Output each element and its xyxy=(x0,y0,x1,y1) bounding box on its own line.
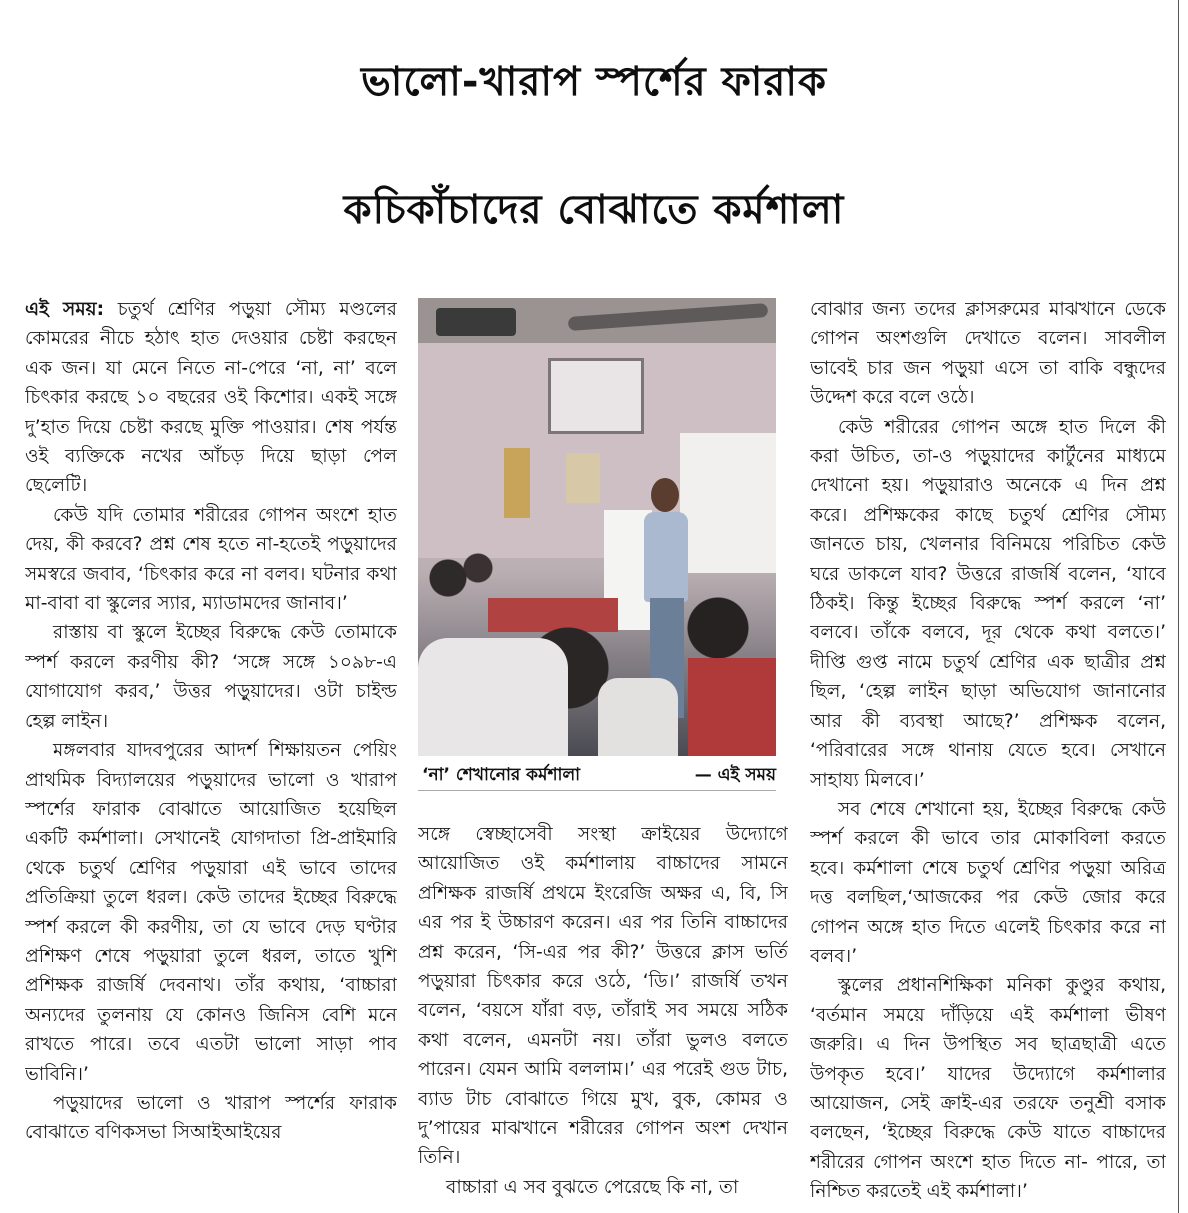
column-1 xyxy=(25,295,397,1213)
photo-caption xyxy=(418,760,776,791)
paragraph: পড়ুয়াদের ভালো ও খারাপ স্পর্শের ফারাক বোঝাতে বণিকসভা সিআইআইয়ের xyxy=(25,1092,397,1144)
paragraph: কেউ শরীরের গোপন অঙ্গে হাত দিলে কী করা উচিত, তা-ও পড়ুয়াদের কার্টুনের মাধ্যমে দেখানো হয়। পড়ুয়ারাও অনেকে এ দিন প্রশ্ন করে। প্রশিক্ষকের কাছে চতুর্থ শ্রেণির সৌম্য জানতে চায়, খেলনার বিনিময়ে পরিচিত কেউ ঘরে ডাকলে যাব? উত্তরে রাজর্ষি বলেন, ‘যাবে ঠিকই। কিন্তু ইচ্ছের বিরুদ্ধে স্পর্শ করলে ‘না’ বলবে। তাঁকে বলবে, দূর থেকে কথা বলতে।’ দীপ্তি গুপ্ত নামে চতুর্থ শ্রেণির এক ছাত্রীর প্রশ্ন ছিল, ‘হেল্প লাইন ছাড়া অভিযোগ জানানোর আর কী ব্যবস্থা আছে?’ প্রশিক্ষক বলেন, ‘পরিবারের সঙ্গে থানায় যেতে হবে। সেখানে সাহায্য মিলবে।’ xyxy=(810,416,1166,791)
paragraph: সব শেষে শেখানো হয়, ইচ্ছের বিরুদ্ধে কেউ স্পর্শ করলে কী ভাবে তার মোকাবিলা করতে হবে। কর্মশালা শেষে চতুর্থ শ্রেণির পড়ুয়া অরিত্র দত্ত বলছিল,‘আজকের পর কেউ জোর করে গোপন অঙ্গে হাত দিতে এলেই চিৎকার করে না বলব।’ xyxy=(810,798,1166,967)
headline-line-1: ভালো-খারাপ স্পর্শের ফারাক xyxy=(361,59,827,105)
paragraph: কেউ যদি তোমার শরীরের গোপন অংশে হাত দেয়, কী করবে? প্রশ্ন শেষ হতে না-হতেই পড়ুয়াদের সমস্বরে জবাব, ‘চিৎকার করে না বলব। ঘটনার কথা মা-বাবা বা স্কুলের স্যার, ম্যাডামদের জানাব।’ xyxy=(25,504,397,615)
right-border xyxy=(1178,0,1179,1213)
column-3 xyxy=(810,295,1166,1213)
headline-line-2: কচিকাঁচাদের বোঝাতে কর্মশালা xyxy=(343,187,845,233)
paragraph: রাস্তায় বা স্কুলে ইচ্ছের বিরুদ্ধে কেউ তোমাকে স্পর্শ করলে করণীয় কী? ‘সঙ্গে সঙ্গে ১০৯৮-এ যোগাযোগ করব,’ উত্তর পড়ুয়াদের। ওটা চাইল্ড হেল্প লাইন। xyxy=(25,622,397,732)
dateline: এই সময়: xyxy=(25,299,105,320)
classroom-photo xyxy=(418,298,776,756)
paragraph: স্কুলের প্রধানশিক্ষিকা মনিকা কুণ্ডুর কথায়, ‘বর্তমান সময়ে দাঁড়িয়ে এই কর্মশালা ভীষণ জরুরি। এ দিন উপস্থিত সব ছাত্রছাত্রী এতে উপকৃত হবে।’ যাদের উদ্যোগে কর্মশালার আয়োজন, সেই ক্রাই-এর তরফে তনুশ্রী বসাক বলছেন, ‘ইচ্ছের বিরুদ্ধে কেউ যাতে বাচ্চাদের শরীরের গোপন অংশে হাত দিতে না- পারে, তা নিশ্চিত করতেই এই কর্মশালা।’ xyxy=(810,975,1166,1203)
paragraph: বোঝার জন্য তদের ক্লাসরুমের মাঝখানে ডেকে গোপন অংশগুলি দেখাতে বলেন। সাবলীল ভাবেই চার জন পড়ুয়া এসে তা বাকি বন্ধুদের উদ্দেশ করে বলে ওঠে। xyxy=(810,299,1166,409)
paragraph xyxy=(25,295,397,501)
paragraph: সঙ্গে স্বেচ্ছাসেবী সংস্থা ক্রাইয়ের উদ্যোগে আয়োজিত ওই কর্মশালায় বাচ্চাদের সামনে প্রশিক্ষক রাজর্ষি প্রথমে ইংরেজি অক্ষর এ, বি, সি এর পর ই উচ্চারণ করেন। এর পর তিনি বাচ্চাদের প্রশ্ন করেন, ‘সি-এর পর কী?’ উত্তরে ক্লাস ভর্তি পড়ুয়ারা চিৎকার করে ওঠে, ‘ডি।’ রাজর্ষি তখন বলেন, ‘বয়সে যাঁরা বড়, তাঁরাই সব সময়ে সঠিক কথা বলেন, এমনটা নয়। তাঁরা ভুলও বলতে পারেন। যেমন আমি বললাম।’ এর পরেই গুড টাচ, ব্যাড টাচ বোঝাতে গিয়ে মুখ, বুক, কোমর ও দু’পায়ের মাঝখানে শরীরের গোপন অংশ দেখান তিনি। xyxy=(418,824,788,1169)
paragraph-text: চতুর্থ শ্রেণির পড়ুয়া সৌম্য মণ্ডলের কোমরের নীচে হঠাৎ হাত দেওয়ার চেষ্টা করছেন এক জন। যা মেনে নিতে না-পেরে ‘না, না’ বলে চিৎকার করছে ১০ বছরের ওই কিশোর। একই সঙ্গে দু’হাত দিয়ে চেষ্টা করছে মুক্তি পাওয়ার। শেষ পর্যন্ত ওই ব্যক্তিকে নখের আঁচড় দিয়ে ছাড়া পেল ছেলেটি। xyxy=(25,299,397,497)
headline xyxy=(0,0,1188,285)
paragraph: মঙ্গলবার যাদবপুরের আদর্শ শিক্ষায়তন পেয়িং প্রাথমিক বিদ্যালয়ের পড়ুয়াদের ভালো ও খারাপ স্পর্শের ফারাক বোঝাতে আয়োজিত হয়েছিল একটি কর্মশালা। সেখানেই যোগদাতা প্রি-প্রাইমারি থেকে চতুর্থ শ্রেণির পড়ুয়ারা এই ভাবে তাদের প্রতিক্রিয়া তুলে ধরল। কেউ তাদের ইচ্ছের বিরুদ্ধে স্পর্শ করলে কী করণীয়, তা যে ভাবে দেড় ঘণ্টার প্রশিক্ষণ শেষে পড়ুয়ারা তুলে ধরল, তাতে খুশি প্রশিক্ষক রাজর্ষি দেবনাথ। তাঁর কথায়, ‘বাচ্চারা অন্যদের তুলনায় যে কোনও জিনিস বেশি মনে রাখতে পারে। তবে এতটা ভালো সাড়া পাব ভাবিনি।’ xyxy=(25,740,397,1085)
paragraph: বাচ্চারা এ সব বুঝতে পেরেছে কি না, তা xyxy=(446,1176,739,1198)
photo-credit: — এই সময় xyxy=(694,765,776,785)
column-2 xyxy=(418,820,788,1213)
caption-text: ‘না’ শেখানোর কর্মশালা xyxy=(422,765,581,785)
